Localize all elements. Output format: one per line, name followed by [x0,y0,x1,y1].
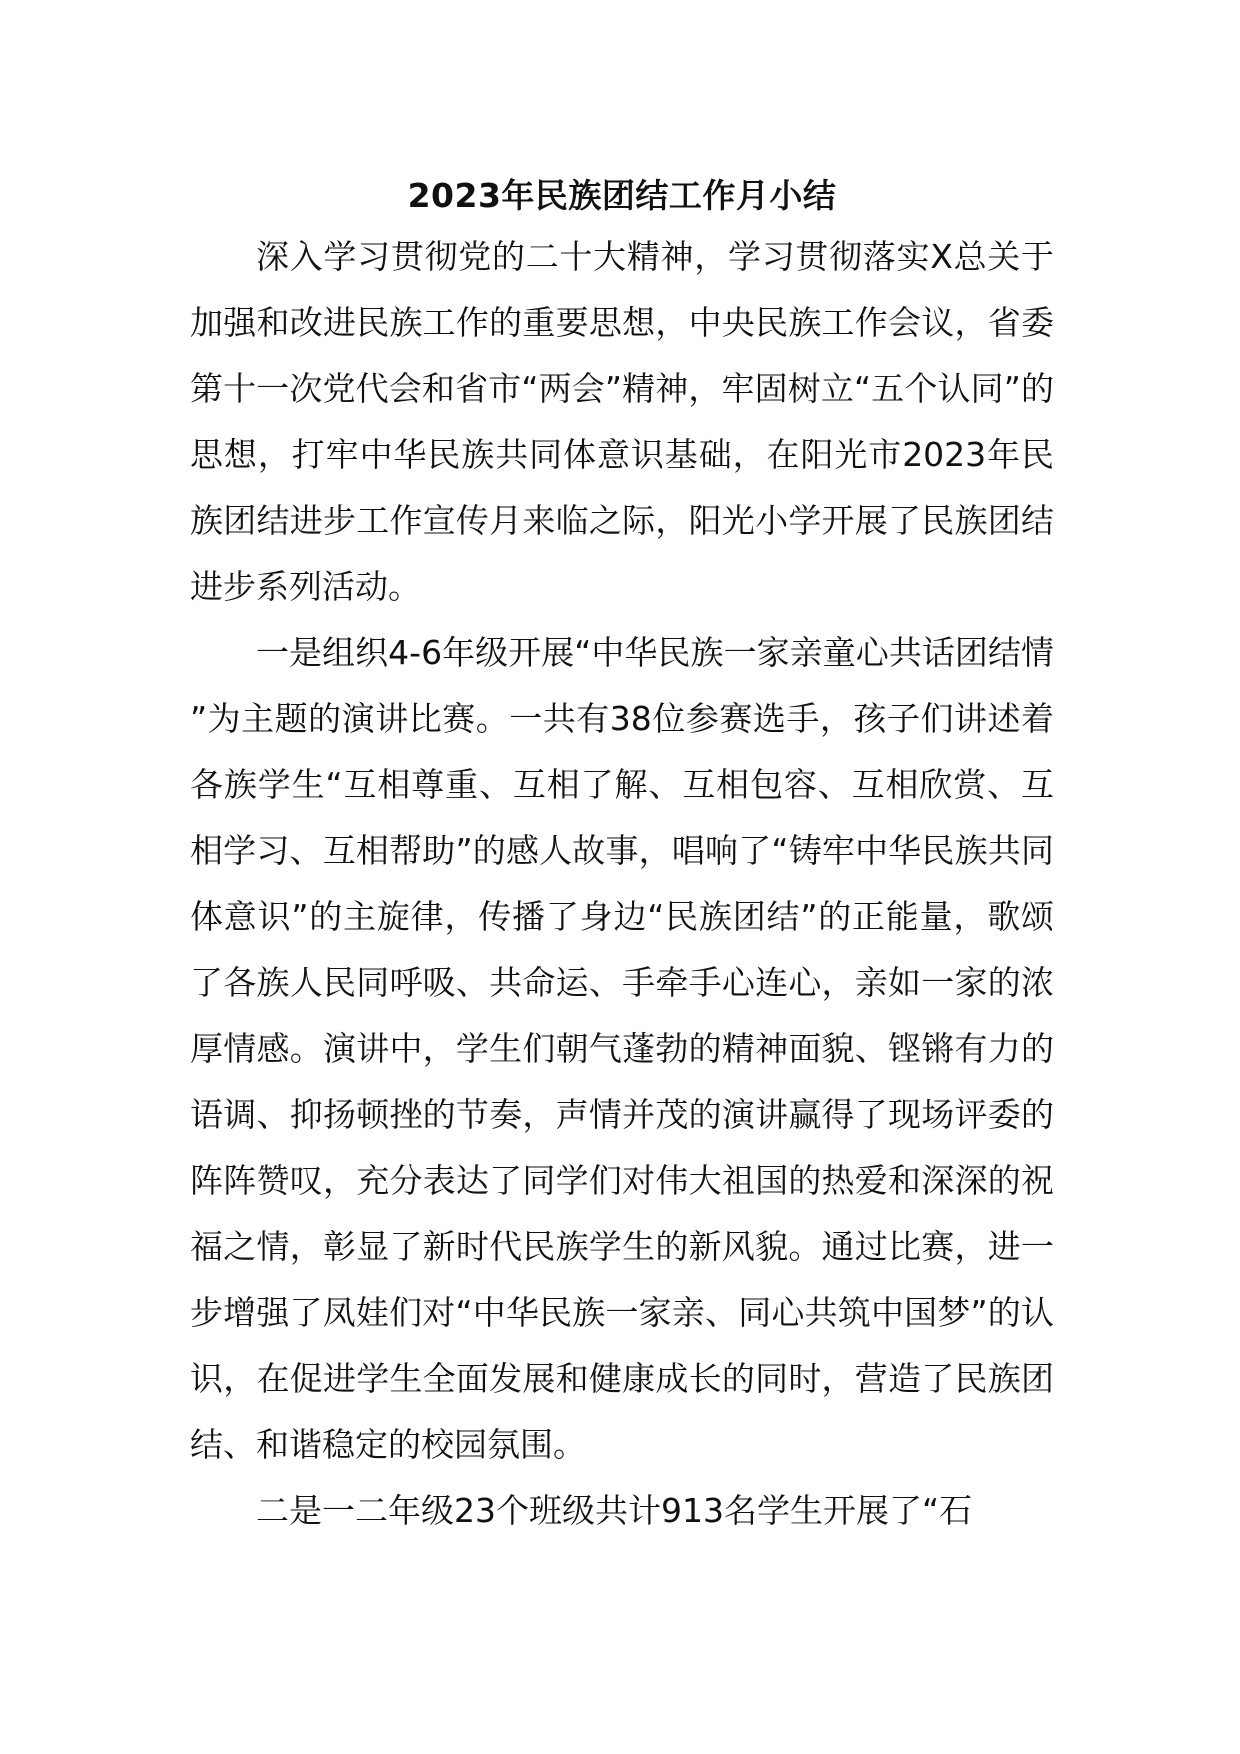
document-title: 2023年民族团结工作月小结 [407,176,837,215]
paragraph-intro: 深入学习贯彻党的二十大精神，学习贯彻落实X总关于加强和改进民族工作的重要思想，中央民族工作会议，省委第十一次党代会和省市“两会”精神，牢固树立“五个认同”的思想，打牢中华民族共同体意识基础，在阳光市2023年民族团结进步工作宣传月来临之际，阳光小学开展了民族团结进步系列活动。 [190,237,1054,606]
document-body [190,168,1054,1544]
paragraph-speech-contest: 一是组织4-6年级开展“中华民族一家亲童心共话团结情”为主题的演讲比赛。一共有38位参赛选手，孩子们讲述着各族学生“互相尊重、互相了解、互相包容、互相欣赏、互相学习、互相帮助”的感人故事，唱响了“铸牢中华民族共同体意识”的主旋律，传播了身边“民族团结”的正能量，歌颂了各族人民同呼吸、共命运、手牵手心连心，亲如一家的浓厚情感。演讲中，学生们朝气蓬勃的精神面貌、铿锵有力的语调、抑扬顿挫的节奏，声情并茂的演讲赢得了现场评委的阵阵赞叹，充分表达了同学们对伟大祖国的热爱和深深的祝福之情，彰显了新时代民族学生的新风貌。通过比赛，进一步增强了凤娃们对“中华民族一家亲、同心共筑中国梦”的认识，在促进学生全面发展和健康成长的同时，营造了民族团结、和谐稳定的校园氛围。 [190,633,1054,1464]
paragraph-grade-one-two: 二是一二年级23个班级共计913名学生开展了“石 [256,1491,973,1530]
